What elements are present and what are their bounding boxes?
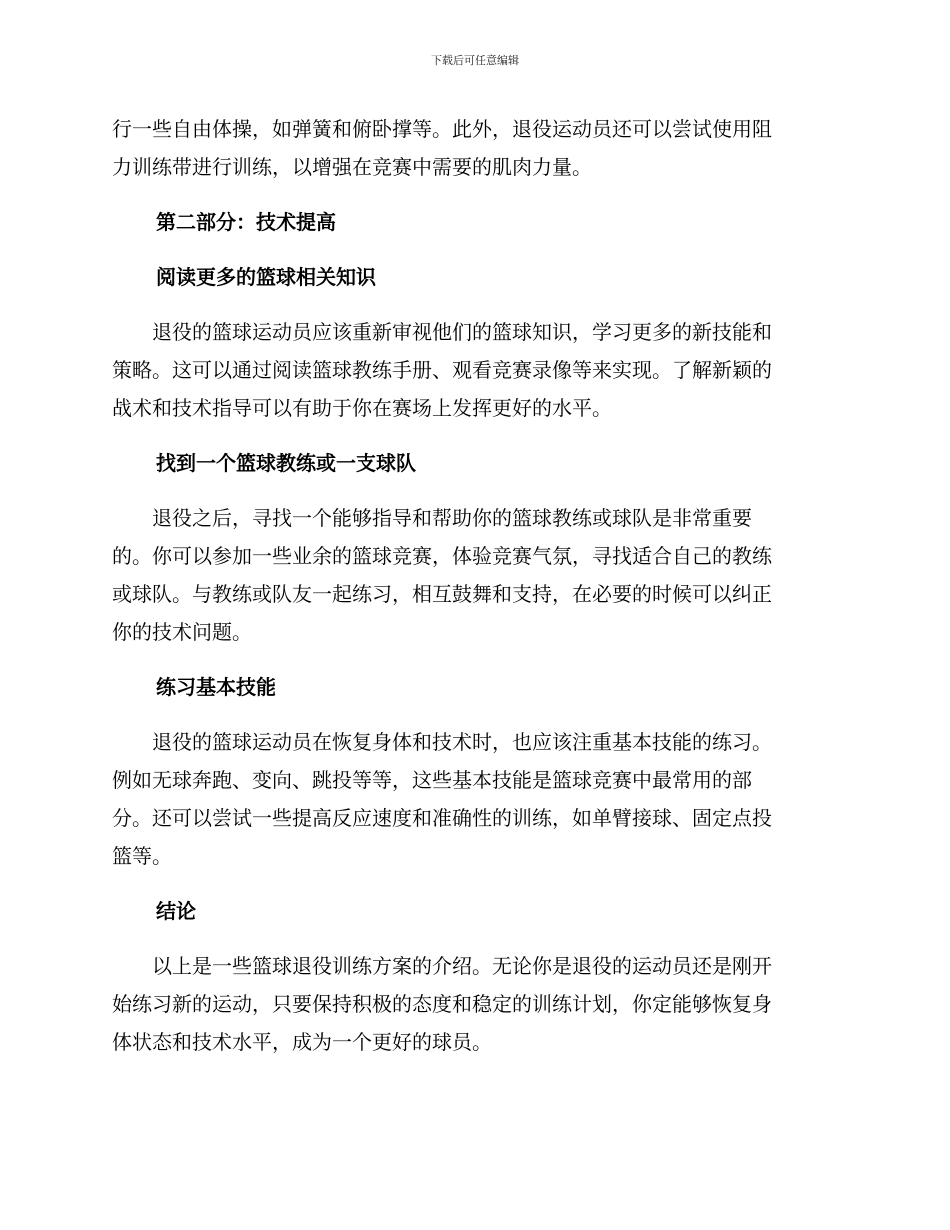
paragraph-continued — [112, 110, 838, 186]
text-line: 退役之后，寻找一个能够指导和帮助你的篮球教练或球队是非常重要 — [152, 506, 752, 530]
text-line: 例如无球奔跑、变向、跳投等等，这些基本技能是篮球竞赛中最常用的部 — [112, 768, 752, 792]
text-line: 退役的篮球运动员应该重新审视他们的篮球知识，学习更多的新技能和 — [152, 320, 772, 344]
text-line: 篮等。 — [112, 844, 172, 868]
document-body — [112, 110, 838, 1061]
text-line: 策略。这可以通过阅读篮球教练手册、观看竞赛录像等来实现。了解新颖的 — [112, 358, 772, 382]
page-header: 下载后可任意编辑 — [431, 54, 519, 67]
text-line: 你的技术问题。 — [112, 620, 252, 644]
subheading-read-knowledge: 阅读更多的篮球相关知识 — [156, 265, 376, 289]
section-heading-part2: 第二部分：技术提高 — [156, 210, 336, 234]
subheading-conclusion: 结论 — [156, 899, 196, 923]
subheading-basic-skills: 练习基本技能 — [156, 675, 276, 699]
paragraph-conclusion — [112, 947, 838, 1061]
text-line: 始练习新的运动，只要保持积极的态度和稳定的训练计划，你定能够恢复身 — [112, 992, 772, 1016]
text-line: 或球队。与教练或队友一起练习，相互鼓舞和支持，在必要的时候可以纠正 — [112, 582, 772, 606]
paragraph-read-knowledge — [112, 313, 838, 427]
subheading-find-coach: 找到一个篮球教练或一支球队 — [156, 451, 416, 475]
paragraph-basic-skills — [112, 723, 838, 875]
text-line: 力训练带进行训练，以增强在竞赛中需要的肌肉力量。 — [112, 155, 592, 179]
text-line: 以上是一些篮球退役训练方案的介绍。无论你是退役的运动员还是刚开 — [152, 954, 772, 978]
text-line: 体状态和技术水平，成为一个更好的球员。 — [112, 1030, 492, 1054]
paragraph-find-coach — [112, 499, 838, 651]
text-line: 退役的篮球运动员在恢复身体和技术时，也应该注重基本技能的练习。 — [152, 730, 772, 754]
text-line: 行一些自由体操，如弹簧和俯卧撑等。此外，退役运动员还可以尝试使用阻 — [112, 117, 772, 141]
text-line: 分。还可以尝试一些提高反应速度和准确性的训练，如单臂接球、固定点投 — [112, 806, 772, 830]
text-line: 的。你可以参加一些业余的篮球竞赛，体验竞赛气氛，寻找适合自己的教练 — [112, 544, 772, 568]
text-line: 战术和技术指导可以有助于你在赛场上发挥更好的水平。 — [112, 396, 612, 420]
